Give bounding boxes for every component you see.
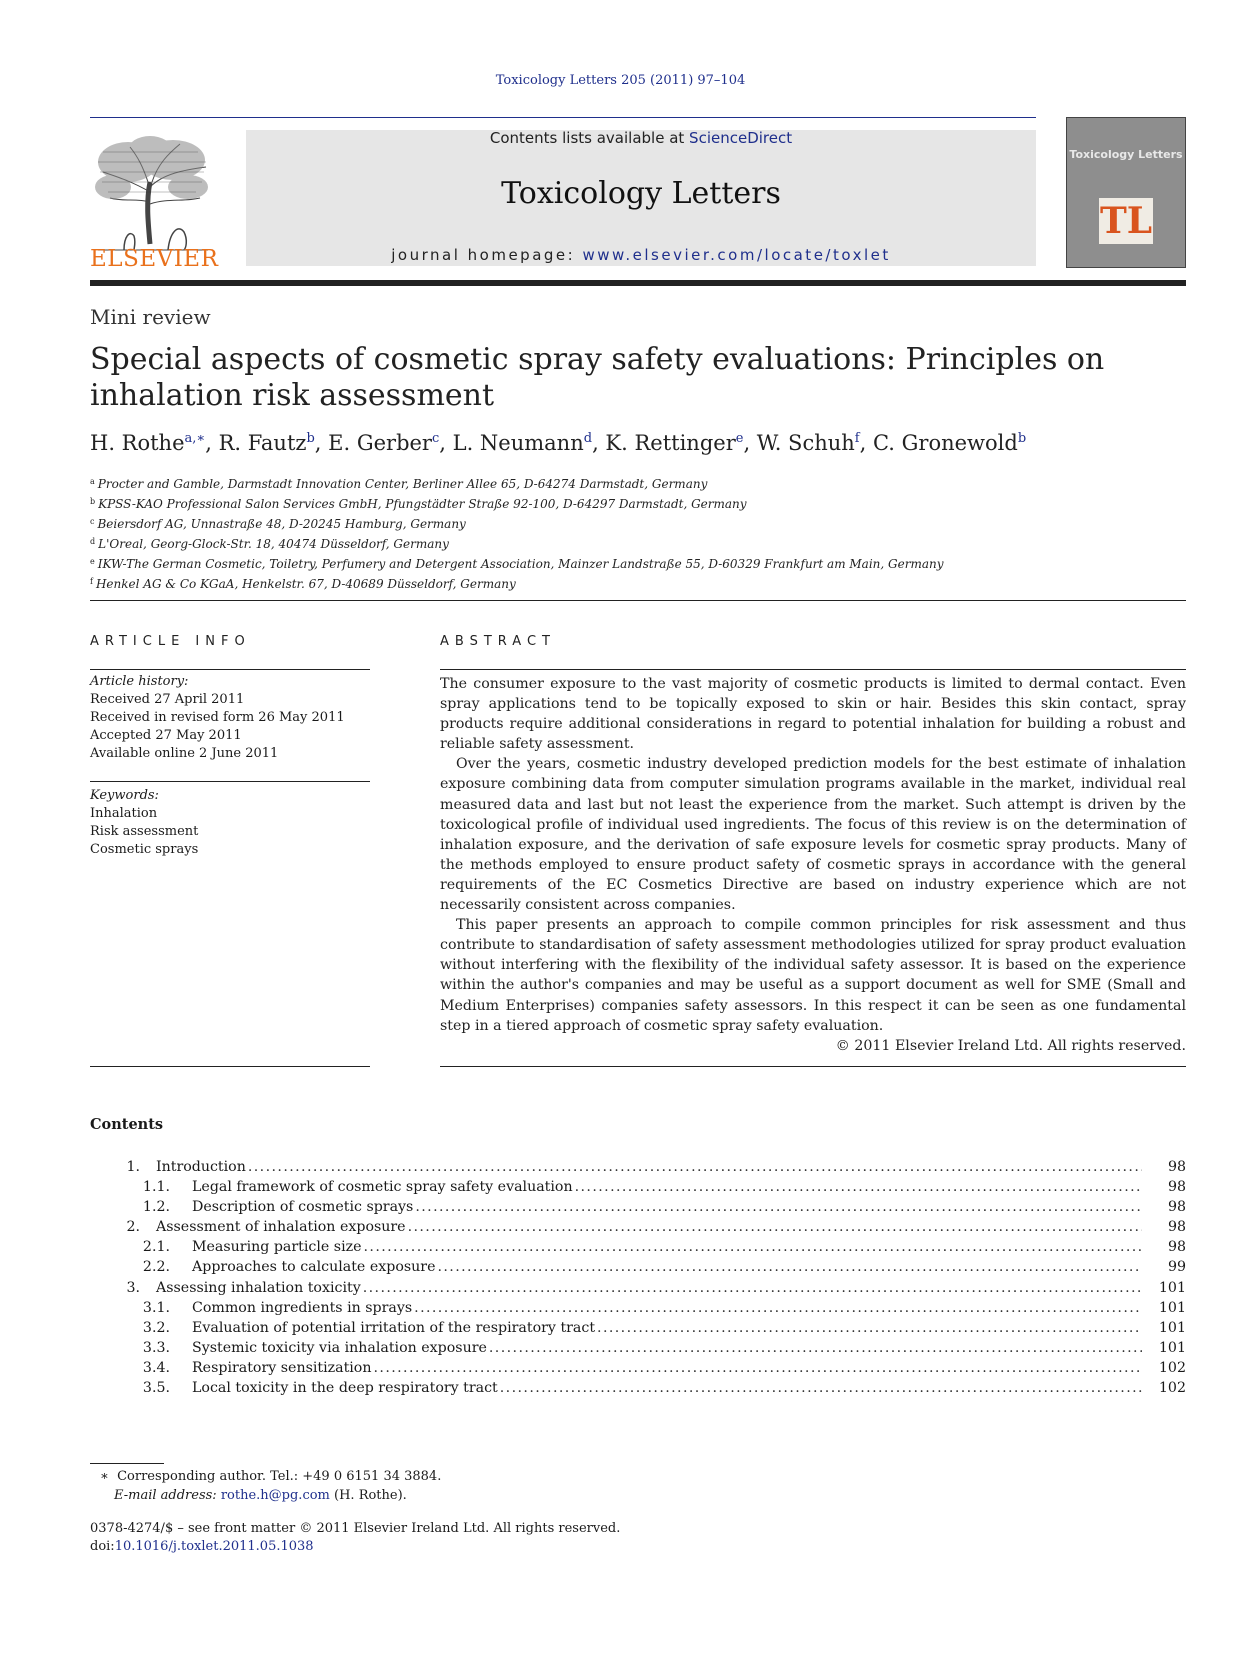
- toc-page: 98: [1167, 1159, 1186, 1175]
- author: W. Schuh: [756, 431, 855, 455]
- toc-item[interactable]: [90, 1237, 1186, 1257]
- journal-cover-thumbnail: [1066, 117, 1186, 268]
- toc-leader: [364, 1237, 1143, 1257]
- contents-available-line: [246, 129, 1036, 147]
- article-title: Special aspects of cosmetic spray safety evaluations: Principles on inhalation risk assessment: [90, 342, 1105, 413]
- toc-title[interactable]: Respiratory sensitization: [192, 1359, 372, 1376]
- author-affil-ref[interactable]: a,∗: [184, 431, 206, 446]
- toc-item[interactable]: [90, 1157, 1186, 1177]
- toc-item[interactable]: [90, 1318, 1186, 1338]
- toc-title[interactable]: Introduction: [156, 1159, 246, 1175]
- toc-item[interactable]: [90, 1197, 1186, 1217]
- toc-item[interactable]: [90, 1378, 1186, 1398]
- toc-item[interactable]: [90, 1177, 1186, 1197]
- affiliation-text: KPSS-KAO Professional Salon Services GmbH, Pfungstädter Straße 92-100, D-64297 Darmstadt, Germany: [98, 497, 747, 511]
- toc-item[interactable]: [90, 1257, 1186, 1277]
- toc-item[interactable]: [90, 1278, 1186, 1298]
- corresponding-author-note: [100, 1467, 800, 1486]
- author-affil-ref[interactable]: e: [735, 431, 744, 446]
- affiliation-key: a: [90, 477, 95, 486]
- toc-page: 102: [1158, 1380, 1186, 1397]
- toc-leader: [248, 1157, 1142, 1177]
- toc-number: 1.1.: [142, 1179, 170, 1196]
- toc-title[interactable]: Description of cosmetic sprays: [192, 1199, 414, 1216]
- homepage-link[interactable]: www.elsevier.com/locate/toxlet: [582, 246, 891, 264]
- toc-title[interactable]: Common ingredients in sprays: [192, 1299, 413, 1316]
- toc-number: 2.2.: [142, 1259, 170, 1276]
- toc-number: 2.1.: [142, 1239, 170, 1256]
- toc-number: 3.4.: [142, 1359, 170, 1376]
- history-label: Article history:: [90, 674, 189, 689]
- homepage-prefix: journal homepage:: [391, 246, 583, 264]
- author: K. Rettinger: [605, 431, 736, 455]
- affiliation: [90, 473, 1190, 493]
- article-type: Mini review: [90, 305, 211, 329]
- affiliation: [90, 533, 1190, 553]
- table-of-contents: [90, 1157, 1186, 1398]
- affiliation-text: Beiersdorf AG, Unnastraße 48, D-20245 Hamburg, Germany: [97, 517, 466, 531]
- abstract-heading: ABSTRACT: [440, 634, 556, 649]
- toc-leader: [414, 1298, 1142, 1318]
- toc-page: 99: [1167, 1259, 1186, 1276]
- toc-leader: [597, 1318, 1142, 1338]
- toc-number: 1.: [126, 1159, 140, 1175]
- toc-page: 98: [1167, 1179, 1186, 1196]
- author: C. Gronewold: [872, 431, 1018, 455]
- journal-title: Toxicology Letters: [501, 176, 781, 211]
- email-link[interactable]: rothe.h@pg.com: [220, 1488, 330, 1503]
- toc-item[interactable]: [90, 1338, 1186, 1358]
- history-entry: Received in revised form 26 May 2011: [90, 710, 345, 725]
- author-affil-ref[interactable]: d: [583, 431, 593, 446]
- history-entry: Accepted 27 May 2011: [90, 728, 242, 743]
- toc-page: 101: [1158, 1279, 1186, 1296]
- toc-title[interactable]: Local toxicity in the deep respiratory tract: [192, 1380, 498, 1397]
- author: R. Fautz: [218, 431, 307, 455]
- toc-leader: [489, 1338, 1142, 1358]
- author: L. Neumann: [452, 431, 584, 455]
- keyword: Cosmetic sprays: [90, 842, 199, 857]
- abstract-paragraph: This paper presents an approach to compile common principles for risk assessment and thus contribute to standardisation of safety assessment methodologies utilized for spray product evaluation without interfering with the flexibility of the individual safety assessor. It is based on the experience within the author's companies and may be useful as a support document as well for SME (Small and Medium Enterprises) companies safety assessors. In this respect it can be seen as one fundamental step in a tiered approach of cosmetic spray safety evaluation.: [440, 917, 1186, 1034]
- toc-title[interactable]: Evaluation of potential irritation of the respiratory tract: [192, 1319, 596, 1336]
- cover-title: Toxicology Letters: [1069, 148, 1183, 161]
- toc-leader: [575, 1177, 1142, 1197]
- keywords-label: Keywords:: [90, 788, 159, 803]
- affiliation-key: d: [90, 537, 96, 546]
- section-rule: [90, 600, 1186, 601]
- author-affil-ref[interactable]: b: [1017, 431, 1027, 446]
- corresponding-author-text: Corresponding author. Tel.: +49 0 6151 34 3884.: [117, 1469, 442, 1484]
- toc-page: 98: [1167, 1219, 1186, 1236]
- masthead-rule: [90, 280, 1186, 286]
- toc-leader: [374, 1358, 1143, 1378]
- author: H. Rothe: [90, 431, 185, 455]
- front-matter: [90, 1520, 890, 1556]
- affiliation-key: f: [90, 577, 93, 586]
- history-entry: Available online 2 June 2011: [90, 746, 279, 761]
- toc-number: 1.2.: [142, 1199, 170, 1216]
- toc-number: 3.2.: [142, 1319, 170, 1336]
- footnote: [100, 1467, 800, 1505]
- toc-item[interactable]: [90, 1358, 1186, 1378]
- cover-monogram: TL: [1099, 200, 1153, 242]
- header-rule: [90, 117, 1036, 118]
- email-suffix: (H. Rothe).: [334, 1488, 407, 1503]
- article-info-heading: ARTICLE INFO: [90, 634, 251, 649]
- keyword: Risk assessment: [90, 824, 199, 839]
- contents-heading: Contents: [90, 1116, 164, 1133]
- doi-label: doi:: [90, 1539, 115, 1554]
- issn-line: 0378-4274/$ – see front matter © 2011 Elsevier Ireland Ltd. All rights reserved.: [90, 1521, 621, 1536]
- toc-page: 102: [1158, 1359, 1186, 1376]
- toc-title[interactable]: Assessing inhalation toxicity: [156, 1279, 361, 1296]
- doi-link[interactable]: 10.1016/j.toxlet.2011.05.1038: [114, 1539, 314, 1554]
- contents-prefix: Contents lists available at: [489, 129, 690, 147]
- affiliation-key: c: [90, 517, 95, 526]
- toc-page: 101: [1158, 1299, 1186, 1316]
- affiliation: [90, 493, 1190, 513]
- article-history: [90, 673, 370, 763]
- affiliation-text: Procter and Gamble, Darmstadt Innovation Center, Berliner Allee 65, D-64274 Darmstadt, Germany: [97, 477, 708, 491]
- abstract-paragraph: The consumer exposure to the vast majority of cosmetic products is limited to dermal contact. Even spray applications tend to be topically exposed to skin or hair. Besides this skin contact, spray products require additional considerations in regard to potential inhalation for building a robust and reliable safety assessment.: [440, 676, 1186, 753]
- abstract-paragraph: Over the years, cosmetic industry developed prediction models for the best estimate of inhalation exposure combining data from computer simulation programs available in the market, individual real measured data and last but not least the experience from the market. Such attempt is driven by the toxicological profile of individual used ingredients. The focus of this review is on the determination of inhalation exposure, and the derivation of safe exposure levels for cosmetic spray products. Many of the methods employed to ensure product safety of cosmetic sprays in accordance with the general requirements of the EC Cosmetics Directive are based on industry experience which are not necessarily consistent across companies.: [440, 756, 1186, 914]
- keywords: [90, 787, 370, 859]
- doi-line: [90, 1538, 890, 1556]
- author-affil-ref[interactable]: b: [306, 431, 315, 446]
- toc-number: 3.3.: [142, 1339, 170, 1356]
- journal-homepage-line: [246, 246, 1036, 264]
- toc-number: 3.: [126, 1279, 140, 1296]
- abstract-rule: [440, 1066, 1186, 1067]
- article-info-rule: [90, 669, 370, 670]
- toc-number: 2.: [126, 1219, 140, 1236]
- toc-title[interactable]: Assessment of inhalation exposure: [156, 1219, 406, 1236]
- affiliation-key: e: [90, 557, 95, 566]
- affiliation-text: Henkel AG & Co KGaA, Henkelstr. 67, D-40689 Düsseldorf, Germany: [95, 577, 516, 591]
- toc-title[interactable]: Systemic toxicity via inhalation exposure: [192, 1339, 487, 1356]
- toc-item[interactable]: [90, 1217, 1186, 1237]
- affiliations: [90, 473, 1190, 593]
- toc-page: 98: [1167, 1239, 1186, 1256]
- toc-item[interactable]: [90, 1298, 1186, 1318]
- affiliation: [90, 553, 1190, 573]
- abstract-copyright: © 2011 Elsevier Ireland Ltd. All rights reserved.: [835, 1037, 1186, 1054]
- affiliation-text: L'Oreal, Georg-Glock-Str. 18, 40474 Düsseldorf, Germany: [98, 537, 449, 551]
- affiliation-key: b: [90, 497, 96, 506]
- author-list: H. Rothe$^{a,∗}$, R. Fautz$^b$, E. Gerber$^c$, L. Neumann$^d$, K. Rettinger$^e$, W. Schuh$^f$, C. Gronewold$^b$: [90, 431, 1027, 455]
- email-line: [100, 1486, 800, 1505]
- article-info-rule: [90, 781, 370, 782]
- author-affil-ref[interactable]: f: [854, 431, 860, 446]
- toc-number: 3.1.: [142, 1299, 170, 1316]
- author: E. Gerber: [328, 431, 432, 455]
- affiliation: [90, 573, 1190, 593]
- affiliation-text: IKW-The German Cosmetic, Toiletry, Perfumery and Detergent Association, Mainzer Landstraße 55, D-60329 Frankfurt am Main, Germany: [97, 557, 944, 571]
- toc-title[interactable]: Legal framework of cosmetic spray safety evaluation: [192, 1179, 573, 1196]
- toc-page: 101: [1158, 1319, 1186, 1336]
- history-entry: Received 27 April 2011: [90, 692, 245, 707]
- abstract-rule: [440, 669, 1186, 670]
- elsevier-wordmark: ELSEVIER: [90, 246, 219, 272]
- abstract-body: [440, 674, 1186, 1056]
- toc-title[interactable]: Measuring particle size: [192, 1239, 362, 1256]
- toc-title[interactable]: Approaches to calculate exposure: [192, 1259, 436, 1276]
- sciencedirect-link[interactable]: ScienceDirect: [689, 129, 793, 147]
- toc-leader: [500, 1378, 1142, 1398]
- toc-leader: [415, 1197, 1142, 1217]
- journal-reference[interactable]: Toxicology Letters 205 (2011) 97–104: [495, 73, 746, 88]
- toc-leader: [363, 1278, 1142, 1298]
- affiliation: [90, 513, 1190, 533]
- article-info-rule: [90, 1066, 370, 1067]
- toc-number: 3.5.: [142, 1380, 170, 1397]
- toc-leader: [437, 1257, 1142, 1277]
- toc-leader: [408, 1217, 1142, 1237]
- toc-page: 101: [1158, 1339, 1186, 1356]
- footnote-rule: [90, 1463, 164, 1464]
- keyword: Inhalation: [90, 806, 158, 821]
- footnote-marker: ∗: [100, 1469, 109, 1484]
- author-affil-ref[interactable]: c: [431, 431, 440, 446]
- email-label: E-mail address:: [114, 1488, 217, 1503]
- toc-page: 98: [1167, 1199, 1186, 1216]
